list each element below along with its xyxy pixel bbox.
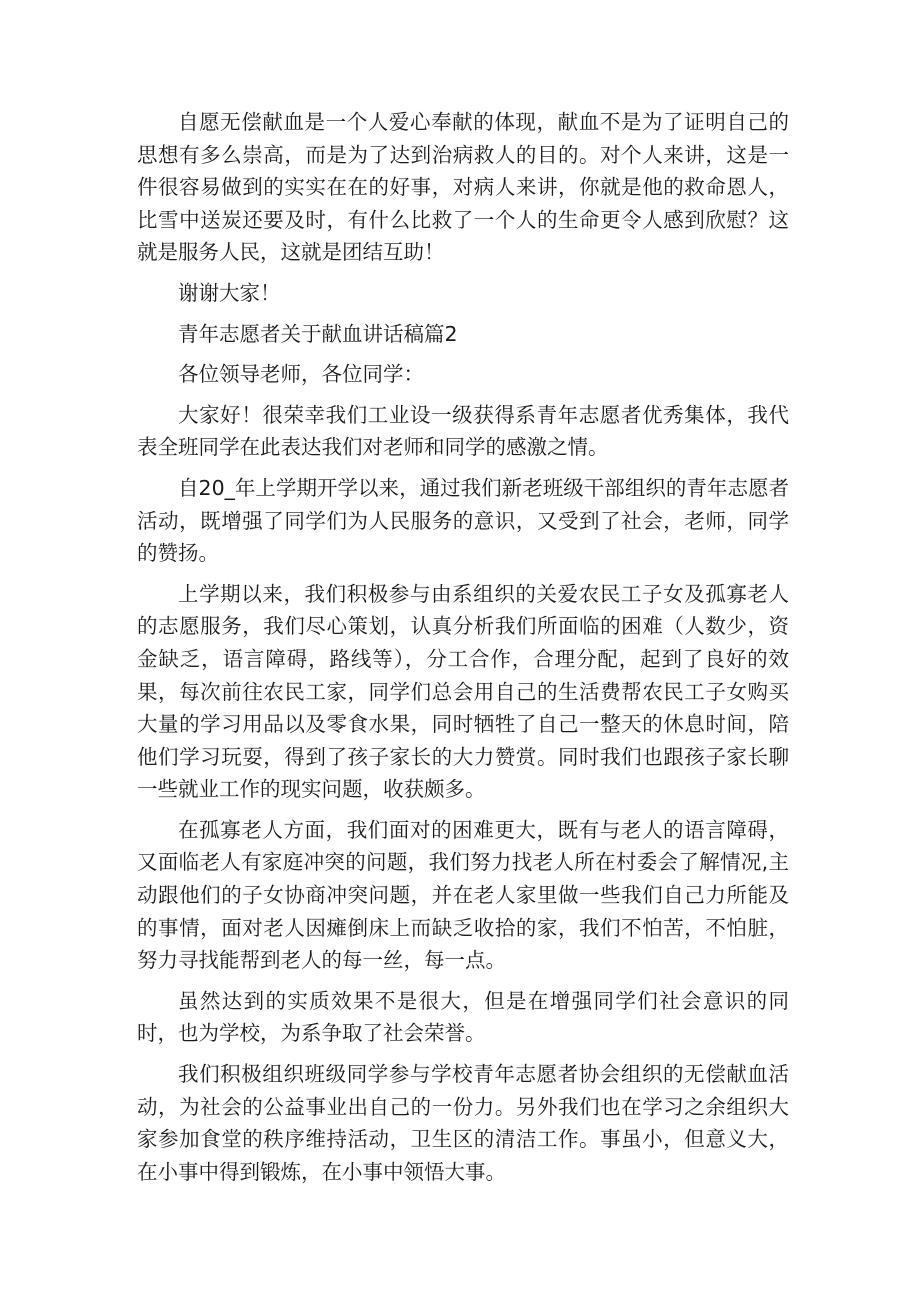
paragraph: 虽然达到的实质效果不是很大，但是在增强同学们社会意识的同时，也为学校，为系争取了社会荣誉。	[137, 988, 789, 1046]
section-title: 青年志愿者关于献血讲话稿篇2	[178, 321, 458, 346]
paragraph: 大家好！很荣幸我们工业设一级获得系青年志愿者优秀集体，我代表全班同学在此表达我们对老师和同学的感激之情。	[137, 402, 789, 460]
paragraph: 上学期以来，我们积极参与由系组织的关爱农民工子女及孤寡老人的志愿服务，我们尽心策划，认真分析我们所面临的困难（人数少，资金缺乏，语言障碍，路线等），分工合作，合理分配，起到了良好的效果，每次前往农民工家，同学们总会用自己的生活费帮农民工子女购买大量的学习用品以及零食水果，同时牺牲了自己一整天的休息时间，陪他们学习玩耍，得到了孩子家长的大力赞赏。同时我们也跟孩子家长聊一些就业工作的现实问题，收获颇多。	[137, 581, 789, 802]
paragraph: 自20_年上学期开学以来，通过我们新老班级干部组织的青年志愿者活动，既增强了同学们为人民服务的意识，又受到了社会，老师，同学的赞扬。	[137, 475, 789, 566]
paragraph: 谢谢大家！	[178, 280, 281, 305]
paragraph: 我们积极组织班级同学参与学校青年志愿者协会组织的无偿献血活动，为社会的公益事业出自己的一份力。另外我们也在学习之余组织大家参加食堂的秩序维持活动，卫生区的清洁工作。事虽小，但意义大，在小事中得到锻炼，在小事中领悟大事。	[137, 1062, 789, 1184]
paragraph: 在孤寡老人方面，我们面对的困难更大，既有与老人的语言障碍，又面临老人有家庭冲突的问题，我们努力找老人所在村委会了解情况,主动跟他们的子女协商冲突问题，并在老人家里做一些我们自己力所能及的事情，面对老人因瘫倒床上而缺乏收拾的家，我们不怕苦，不怕脏，努力寻找能帮到老人的每一丝，每一点。	[137, 817, 789, 973]
document-body	[137, 106, 789, 1188]
salutation: 各位领导老师，各位同学：	[178, 362, 424, 387]
paragraph: 自愿无偿献血是一个人爱心奉献的体现，献血不是为了证明自己的思想有多么崇高，而是为了达到治病救人的目的。对个人来讲，这是一件很容易做到的实实在在的好事，对病人来讲，你就是他的救命恩人，比雪中送炭还要及时，有什么比救了一个人的生命更令人感到欣慰？这就是服务人民，这就是团结互助！	[137, 110, 789, 265]
